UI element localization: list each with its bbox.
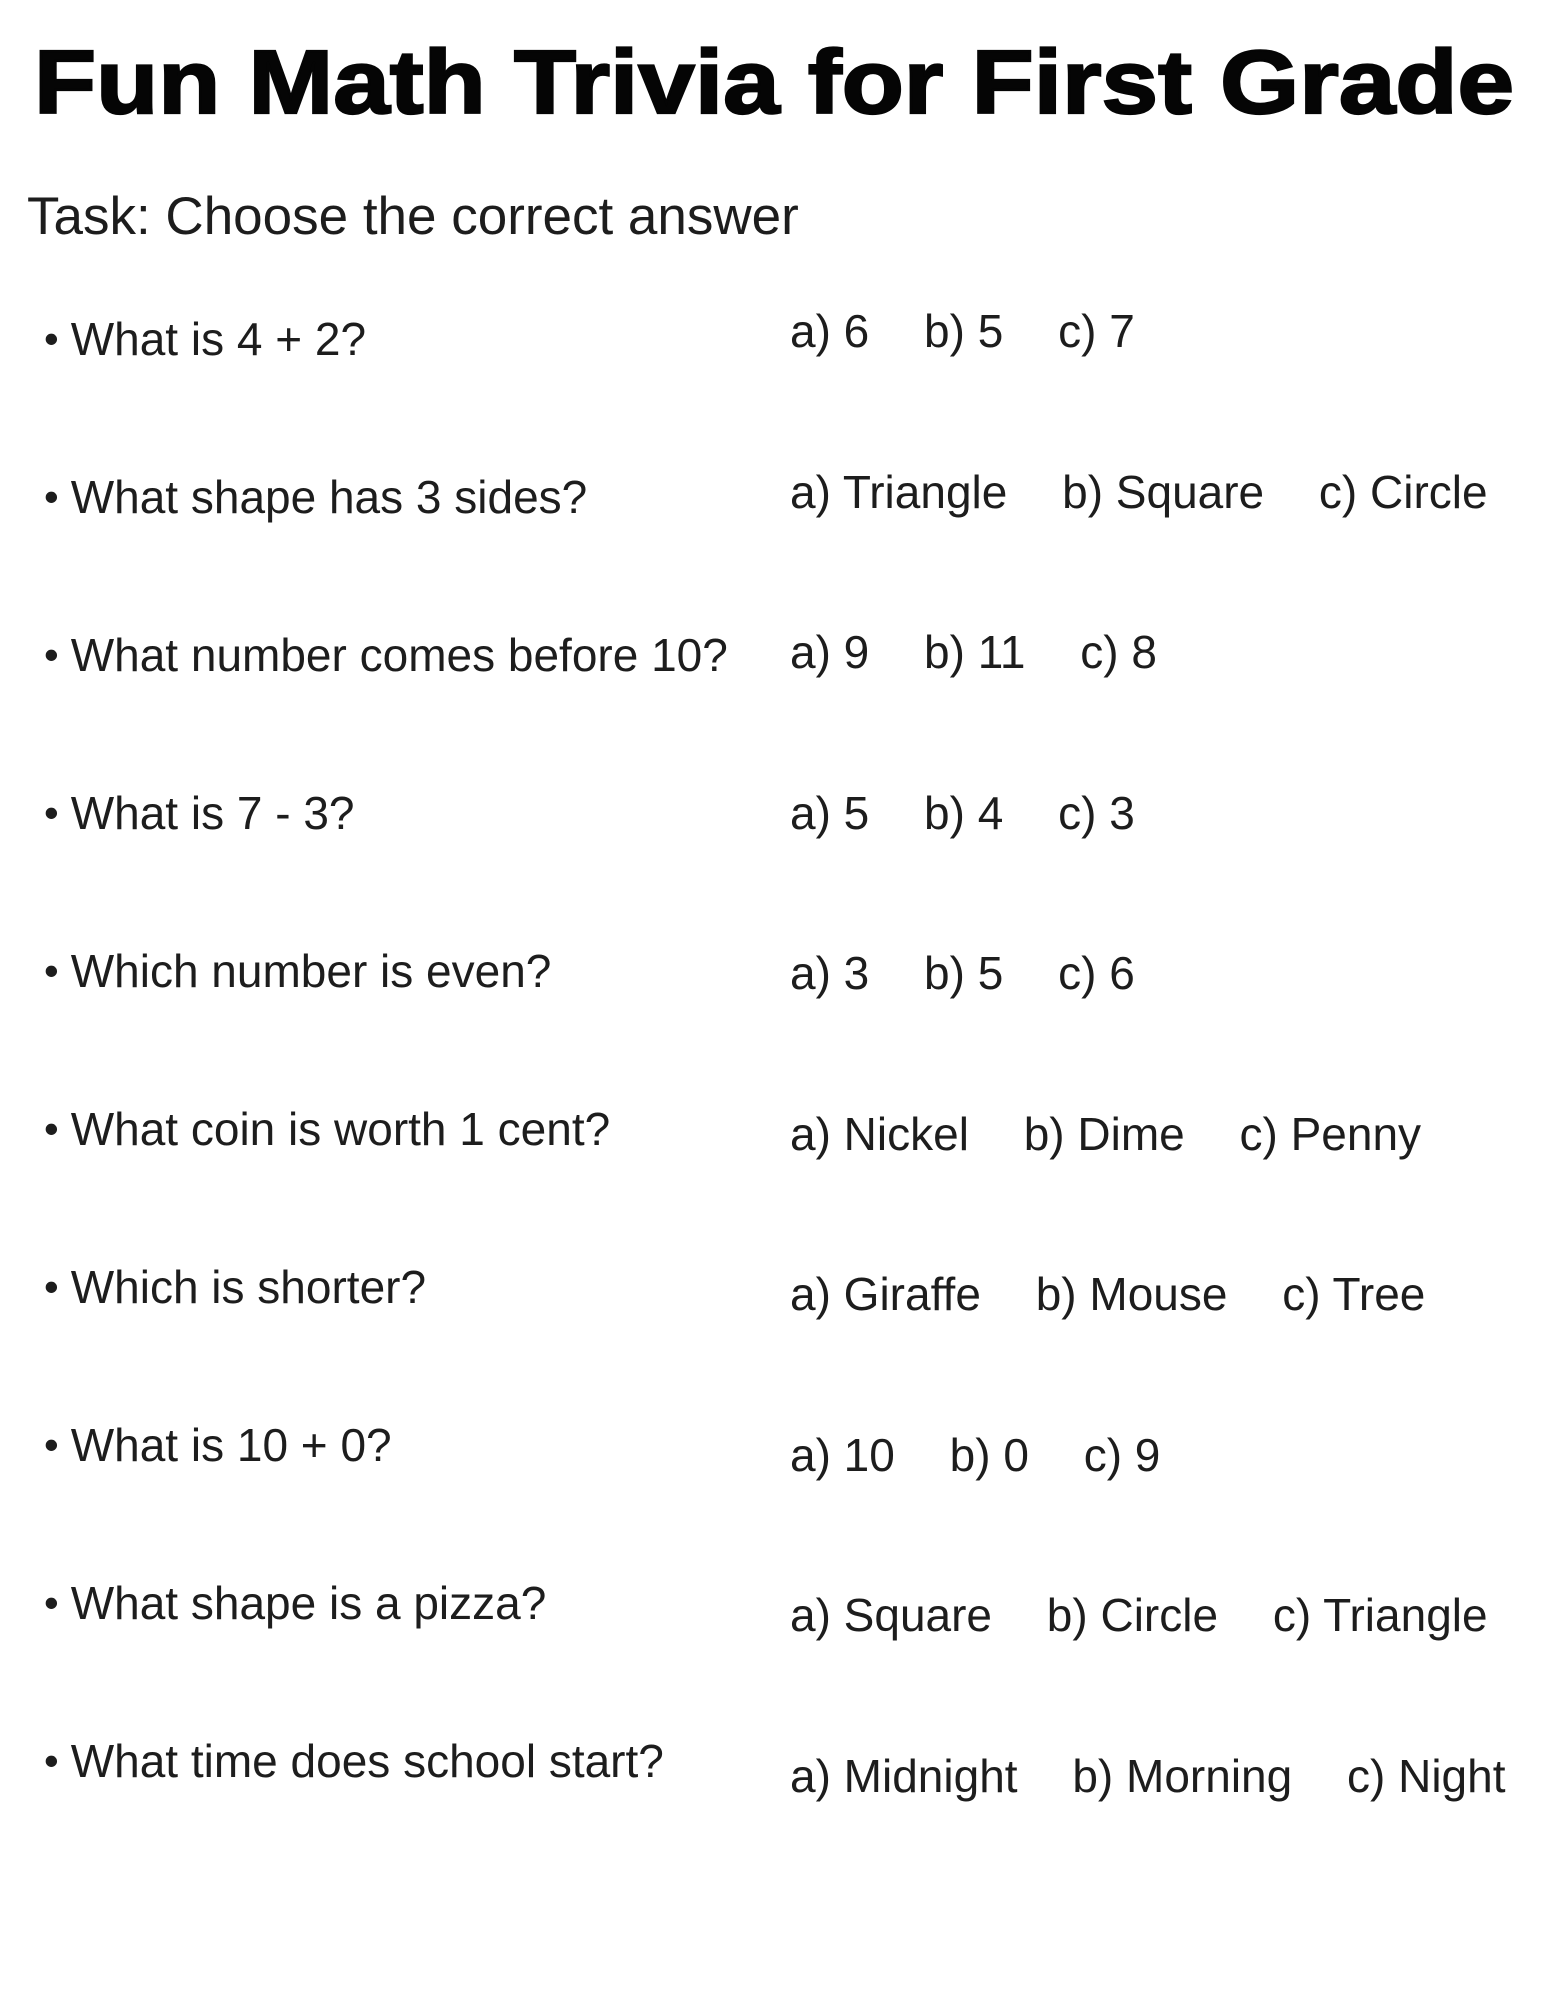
answer-option-b[interactable]: b) Dime — [1023, 1107, 1185, 1160]
answer-options — [790, 626, 1157, 678]
answer-option-b[interactable]: b) Square — [1062, 465, 1265, 518]
question-text: What coin is worth 1 cent? — [70, 1103, 611, 1155]
answer-option-a[interactable]: a) 3 — [790, 947, 870, 999]
bullet-icon: • — [44, 473, 59, 520]
answer-options — [790, 305, 1135, 357]
answer-options — [790, 1749, 1506, 1802]
answer-option-c[interactable]: c) Circle — [1318, 465, 1488, 518]
question-text: Which number is even? — [70, 945, 552, 997]
question-text: What is 4 + 2? — [70, 313, 367, 365]
answer-option-a[interactable]: a) Nickel — [790, 1107, 969, 1160]
answer-option-c[interactable]: c) 8 — [1080, 626, 1157, 678]
question-text: What shape is a pizza? — [70, 1577, 547, 1629]
answer-option-b[interactable]: b) Morning — [1072, 1749, 1293, 1802]
question-row — [44, 945, 552, 997]
bullet-icon: • — [44, 315, 59, 362]
question-row — [44, 1261, 427, 1313]
question-row — [44, 1419, 392, 1471]
answer-option-b[interactable]: b) Mouse — [1035, 1268, 1228, 1320]
question-row — [44, 313, 367, 365]
answer-option-b[interactable]: b) 0 — [949, 1428, 1029, 1481]
answer-options — [790, 1428, 1161, 1481]
answer-options — [790, 1589, 1488, 1641]
question-text: What time does school start? — [70, 1735, 664, 1787]
answer-option-a[interactable]: a) Triangle — [790, 465, 1008, 518]
bullet-icon: • — [44, 631, 59, 678]
answer-option-c[interactable]: c) Triangle — [1272, 1589, 1488, 1641]
answer-option-a[interactable]: a) 6 — [790, 305, 870, 357]
answer-option-c[interactable]: c) 3 — [1058, 786, 1135, 839]
answer-option-c[interactable]: c) 6 — [1058, 947, 1135, 999]
answer-options — [790, 465, 1488, 518]
page-title — [32, 28, 1522, 148]
question-row — [44, 1577, 547, 1629]
answer-option-b[interactable]: b) Circle — [1046, 1589, 1219, 1641]
question-text: Which is shorter? — [70, 1261, 427, 1313]
answer-option-c[interactable]: c) Night — [1347, 1749, 1506, 1802]
answer-option-a[interactable]: a) 5 — [790, 786, 870, 839]
bullet-icon: • — [44, 789, 59, 836]
page-title-text: Fun Math Trivia for First Grade — [34, 33, 1514, 133]
bullet-icon: • — [44, 947, 59, 994]
question-text: What shape has 3 sides? — [70, 471, 588, 523]
question-text: What number comes before 10? — [70, 629, 728, 681]
answer-option-b[interactable]: b) 5 — [924, 947, 1004, 999]
question-row — [44, 787, 355, 839]
question-row — [44, 1735, 664, 1787]
question-row — [44, 471, 588, 523]
answer-option-a[interactable]: a) 9 — [790, 626, 870, 678]
answer-option-c[interactable]: c) Tree — [1282, 1268, 1426, 1320]
answer-options — [790, 1268, 1426, 1320]
question-row — [44, 1103, 611, 1155]
bullet-icon: • — [44, 1579, 59, 1626]
task-instruction: Task: Choose the correct answer — [27, 187, 799, 246]
answer-option-b[interactable]: b) 11 — [924, 626, 1026, 678]
answer-option-a[interactable]: a) Midnight — [790, 1749, 1018, 1802]
question-text: What is 7 - 3? — [70, 787, 355, 839]
answer-option-c[interactable]: c) 9 — [1083, 1428, 1161, 1481]
answer-options — [790, 786, 1135, 839]
answer-option-c[interactable]: c) Penny — [1239, 1107, 1422, 1160]
answer-option-b[interactable]: b) 5 — [924, 305, 1004, 357]
answer-options — [790, 1107, 1422, 1160]
bullet-icon: • — [44, 1105, 59, 1152]
answer-option-a[interactable]: a) Giraffe — [790, 1268, 981, 1320]
question-text: What is 10 + 0? — [70, 1419, 392, 1471]
bullet-icon: • — [44, 1737, 59, 1784]
answer-options — [790, 947, 1135, 999]
bullet-icon: • — [44, 1263, 59, 1310]
question-row — [44, 629, 728, 681]
answer-option-a[interactable]: a) Square — [790, 1589, 993, 1641]
bullet-icon: • — [44, 1421, 59, 1468]
answer-option-c[interactable]: c) 7 — [1058, 305, 1135, 357]
answer-option-a[interactable]: a) 10 — [790, 1428, 895, 1481]
answer-option-b[interactable]: b) 4 — [924, 786, 1004, 839]
